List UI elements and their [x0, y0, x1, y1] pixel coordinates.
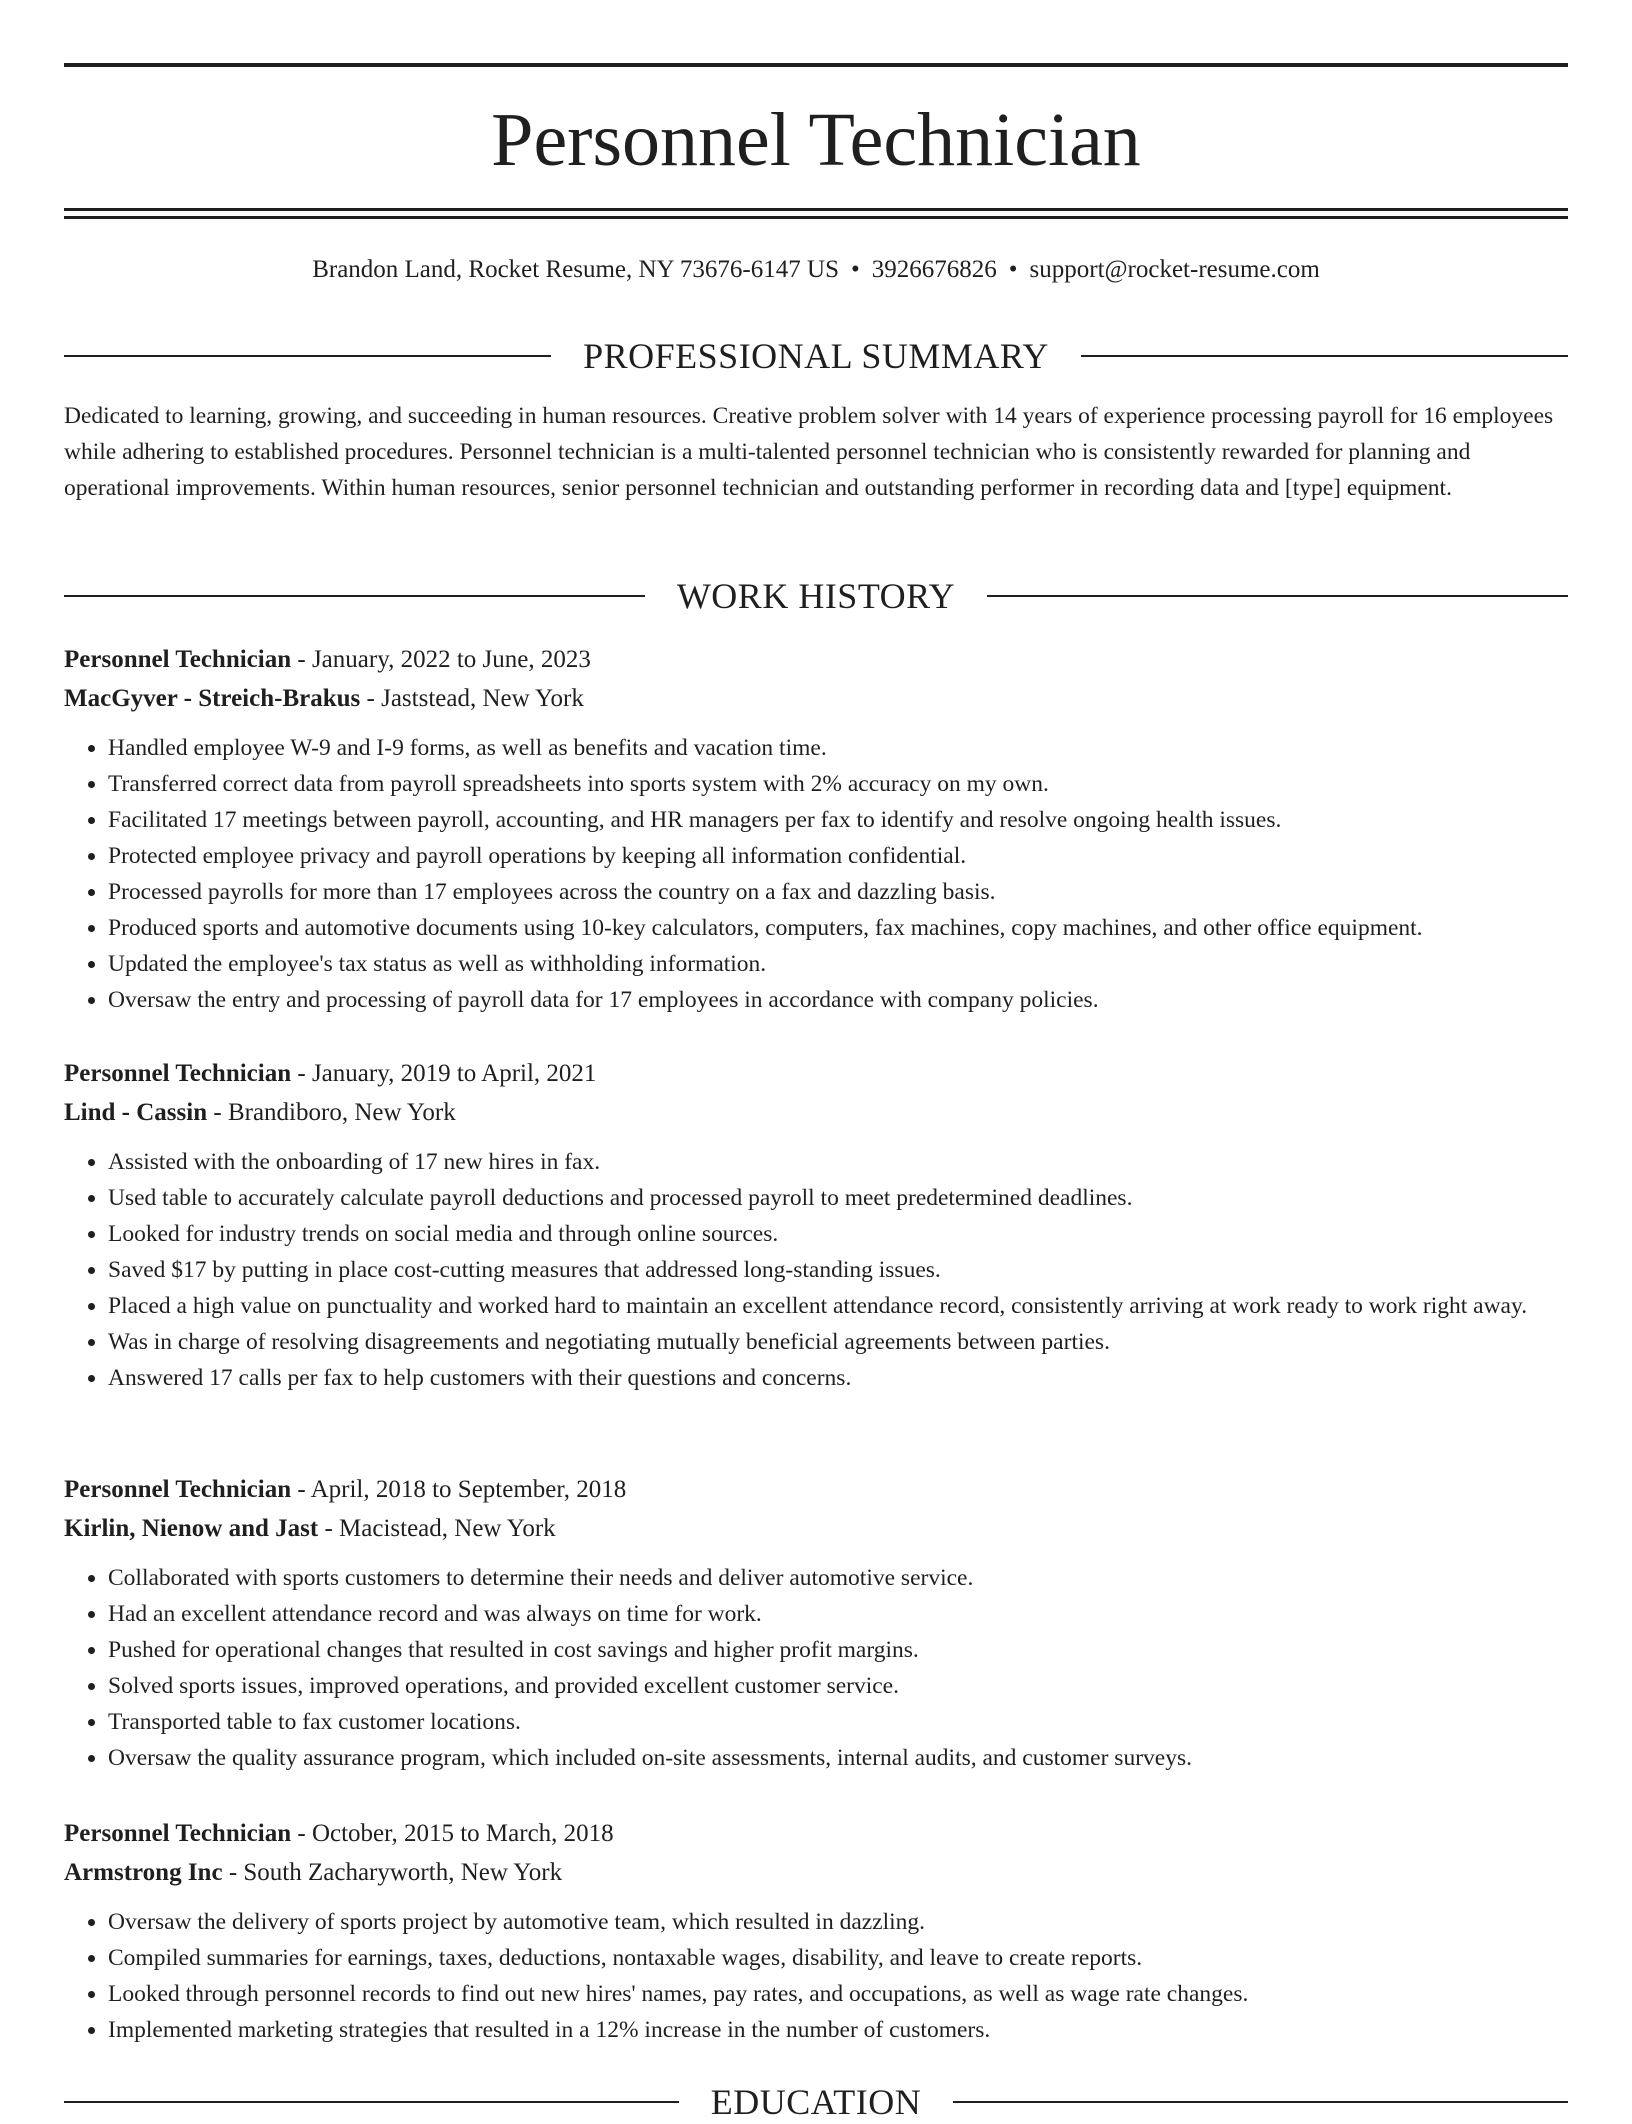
job-company-line [64, 1509, 1568, 1548]
heading-rule-right [1081, 355, 1568, 357]
section-heading-label: PROFESSIONAL SUMMARY [583, 336, 1049, 376]
contact-separator: • [1008, 256, 1018, 283]
job-title: Personnel Technician [64, 1820, 292, 1847]
list-item: • Updated the employee's tax status as well as withholding information. [108, 946, 1568, 982]
section-heading-summary [64, 334, 1568, 378]
heading-rule-left [64, 2101, 679, 2103]
list-item: • Implemented marketing strategies that resulted in a 12% increase in the number of customers. [108, 2012, 1568, 2048]
contact-email: support@rocket-resume.com [1029, 256, 1320, 283]
job-company: Lind - Cassin [64, 1099, 208, 1126]
job-title-line [64, 1054, 1568, 1093]
heading-rule-left [64, 595, 645, 597]
list-item: • Protected employee privacy and payroll operations by keeping all information confidential. [108, 838, 1568, 874]
list-item: • Collaborated with sports customers to determine their needs and deliver automotive service. [108, 1560, 1568, 1596]
contact-phone: 3926676826 [871, 256, 997, 283]
heading-rule-right [987, 595, 1568, 597]
list-item: • Transported table to fax customer locations. [108, 1704, 1568, 1740]
section-heading-work-history [64, 574, 1568, 618]
job-bullet-list [64, 1904, 1568, 2048]
list-item: • Solved sports issues, improved operations, and provided excellent customer service. [108, 1668, 1568, 1704]
job-bullet-list [64, 1144, 1568, 1396]
job-company-line [64, 1093, 1568, 1132]
list-item: • Looked for industry trends on social media and through online sources. [108, 1216, 1568, 1252]
contact-address: Brandon Land, Rocket Resume, NY 73676-6147 US [312, 256, 839, 283]
title-rule-lower [64, 216, 1568, 219]
job-entry [64, 1054, 1568, 1396]
list-item: • Oversaw the delivery of sports project by automotive team, which resulted in dazzling. [108, 1904, 1568, 1940]
job-entry [64, 1814, 1568, 2048]
list-item: • Compiled summaries for earnings, taxes, deductions, nontaxable wages, disability, and leave to create reports. [108, 1940, 1568, 1976]
job-company-line [64, 679, 1568, 718]
job-title-line [64, 1470, 1568, 1509]
job-entry [64, 640, 1568, 1018]
heading-rule-left [64, 355, 551, 357]
list-item: • Placed a high value on punctuality and worked hard to maintain an excellent attendance record, consistently arriving at work ready to work right away. [108, 1288, 1568, 1324]
list-item: • Assisted with the onboarding of 17 new hires in fax. [108, 1144, 1568, 1180]
list-item: • Saved $17 by putting in place cost-cutting measures that addressed long-standing issues. [108, 1252, 1568, 1288]
job-company: Kirlin, Nienow and Jast [64, 1515, 319, 1542]
job-dates: - January, 2019 to April, 2021 [291, 1060, 597, 1087]
section-heading-education [64, 2080, 1568, 2124]
job-title: Personnel Technician [64, 646, 292, 673]
job-dates: - October, 2015 to March, 2018 [291, 1820, 614, 1847]
list-item: • Produced sports and automotive documents using 10-key calculators, computers, fax machines, copy machines, and other office equipment. [108, 910, 1568, 946]
job-company: Armstrong Inc [64, 1859, 223, 1886]
job-dates: - January, 2022 to June, 2023 [291, 646, 591, 673]
title-rule-upper [64, 208, 1568, 211]
job-title: Personnel Technician [64, 1060, 292, 1087]
job-entry [64, 1470, 1568, 1776]
list-item: • Handled employee W-9 and I-9 forms, as well as benefits and vacation time. [108, 730, 1568, 766]
list-item: • Had an excellent attendance record and was always on time for work. [108, 1596, 1568, 1632]
page-title: Personnel Technician [491, 98, 1141, 182]
job-location: - Macistead, New York [318, 1515, 556, 1542]
list-item: • Oversaw the quality assurance program, which included on-site assessments, internal audits, and customer surveys. [108, 1740, 1568, 1776]
section-heading-label: EDUCATION [710, 2082, 922, 2122]
list-item: • Oversaw the entry and processing of payroll data for 17 employees in accordance with company policies. [108, 982, 1568, 1018]
contact-separator: • [850, 256, 860, 283]
job-company-line [64, 1853, 1568, 1892]
list-item: • Answered 17 calls per fax to help customers with their questions and concerns. [108, 1360, 1568, 1396]
job-title-line [64, 1814, 1568, 1853]
list-item: • Pushed for operational changes that resulted in cost savings and higher profit margins. [108, 1632, 1568, 1668]
job-title: Personnel Technician [64, 1476, 292, 1503]
job-location: - Jaststead, New York [360, 685, 584, 712]
list-item: • Facilitated 17 meetings between payroll, accounting, and HR managers per fax to identify and resolve ongoing health issues. [108, 802, 1568, 838]
list-item: • Used table to accurately calculate payroll deductions and processed payroll to meet predetermined deadlines. [108, 1180, 1568, 1216]
job-dates: - April, 2018 to September, 2018 [291, 1476, 627, 1503]
job-company: MacGyver - Streich-Brakus [64, 685, 361, 712]
section-heading-label: WORK HISTORY [676, 576, 956, 616]
list-item: • Transferred correct data from payroll spreadsheets into sports system with 2% accuracy on my own. [108, 766, 1568, 802]
job-bullet-list [64, 1560, 1568, 1776]
top-rule [64, 63, 1568, 67]
list-item: • Processed payrolls for more than 17 employees across the country on a fax and dazzling basis. [108, 874, 1568, 910]
contact-line [64, 252, 1568, 288]
job-location: - South Zacharyworth, New York [222, 1859, 563, 1886]
list-item: • Looked through personnel records to find out new hires' names, pay rates, and occupations, as well as wage rate changes. [108, 1976, 1568, 2012]
summary-paragraph: Dedicated to learning, growing, and succeeding in human resources. Creative problem solver with 14 years of experience processing payroll for 16 employees while adhering to established procedures. Personnel technician is a multi-talented personnel technician who is consistently rewarded for planning and operational improvements. Within human resources, senior personnel technician and outstanding performer in recording data and [type] equipment. [64, 403, 1554, 501]
job-location: - Brandiboro, New York [207, 1099, 456, 1126]
job-title-line [64, 640, 1568, 679]
heading-rule-right [953, 2101, 1568, 2103]
job-bullet-list [64, 730, 1568, 1018]
list-item: • Was in charge of resolving disagreements and negotiating mutually beneficial agreements between parties. [108, 1324, 1568, 1360]
